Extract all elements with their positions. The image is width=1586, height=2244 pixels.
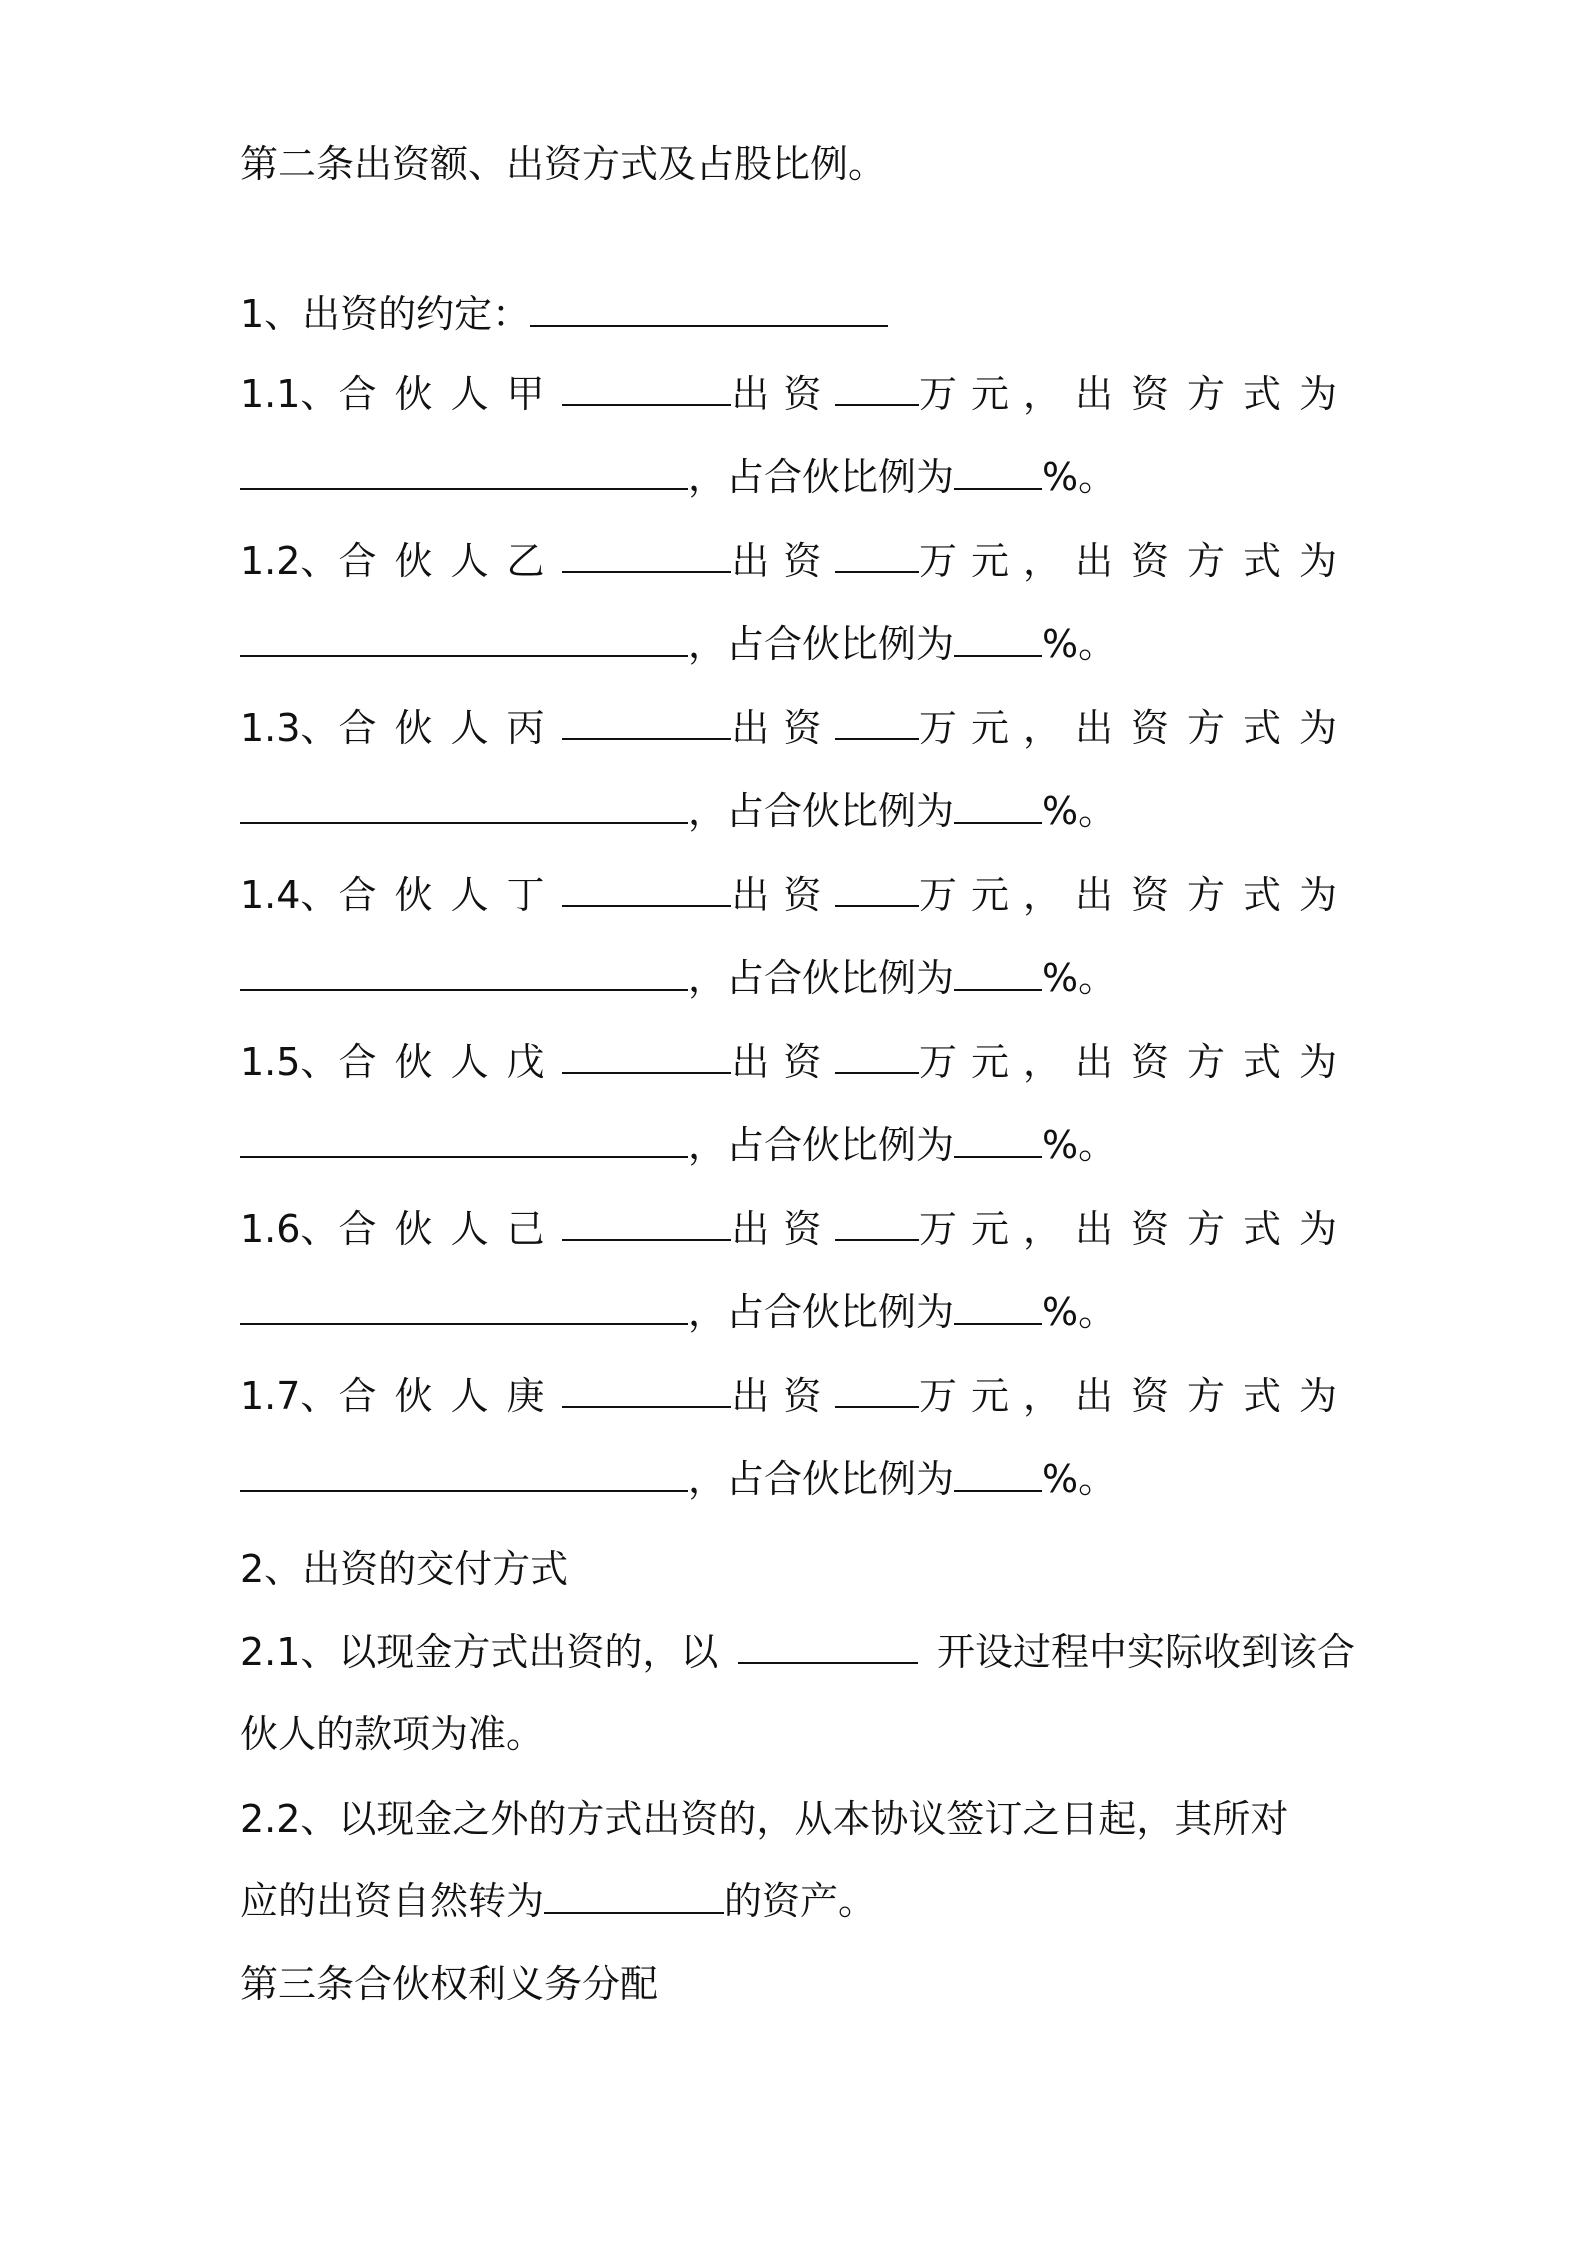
partner-line-1 bbox=[240, 1205, 1355, 1253]
partner-number: 1.7、 bbox=[240, 1374, 339, 1418]
percent-label: %。 bbox=[1042, 789, 1117, 833]
partner-name-blank[interactable] bbox=[562, 704, 731, 740]
partner-line-2 bbox=[240, 620, 1355, 668]
partner-name-blank[interactable] bbox=[562, 1372, 731, 1408]
method-label: 出资方式为 bbox=[1074, 873, 1355, 917]
ratio-label: ，占合伙比例为 bbox=[688, 956, 955, 1000]
partner-name-blank[interactable] bbox=[562, 1038, 731, 1074]
clause-2-2-line-1: 2.2、以现金之外的方式出资的，从本协议签订之日起，其所对 bbox=[240, 1797, 1289, 1841]
unit-label: 万元， bbox=[918, 1207, 1075, 1251]
method-blank[interactable] bbox=[240, 621, 688, 657]
method-blank[interactable] bbox=[240, 1122, 688, 1158]
partner-line-2 bbox=[240, 453, 1355, 501]
contribution-label: 出资 bbox=[731, 706, 836, 750]
partner-line-2 bbox=[240, 1288, 1355, 1336]
contribution-label: 出资 bbox=[731, 1040, 836, 1084]
partner-name-blank[interactable] bbox=[562, 1205, 731, 1241]
method-label: 出资方式为 bbox=[1074, 1207, 1355, 1251]
percent-label: %。 bbox=[1042, 1123, 1117, 1167]
partner-line-1 bbox=[240, 704, 1355, 752]
unit-label: 万元， bbox=[918, 1374, 1075, 1418]
method-label: 出资方式为 bbox=[1074, 539, 1355, 583]
unit-label: 万元， bbox=[918, 706, 1075, 750]
method-label: 出资方式为 bbox=[1074, 372, 1355, 416]
method-blank[interactable] bbox=[240, 788, 688, 824]
clause-2-1-part2: 开设过程中实际收到该合 bbox=[936, 1630, 1355, 1674]
partner-name: 合伙人己 bbox=[338, 1207, 563, 1251]
method-blank[interactable] bbox=[240, 454, 688, 490]
ratio-blank[interactable] bbox=[954, 621, 1042, 657]
section-1-title: 1、出资的约定： bbox=[240, 292, 531, 336]
clause-2-2-part2: 的资产。 bbox=[724, 1879, 877, 1923]
partner-number: 1.4、 bbox=[240, 873, 339, 917]
amount-blank[interactable] bbox=[835, 1205, 919, 1241]
amount-blank[interactable] bbox=[835, 1038, 919, 1074]
partner-name-blank[interactable] bbox=[562, 370, 731, 406]
method-label: 出资方式为 bbox=[1074, 1374, 1355, 1418]
partner-number: 1.5、 bbox=[240, 1040, 339, 1084]
unit-label: 万元， bbox=[918, 1040, 1075, 1084]
ratio-blank[interactable] bbox=[954, 1122, 1042, 1158]
unit-label: 万元， bbox=[918, 539, 1075, 583]
clause-2-2-blank[interactable] bbox=[544, 1878, 724, 1914]
ratio-label: ，占合伙比例为 bbox=[688, 455, 955, 499]
contribution-label: 出资 bbox=[731, 372, 836, 416]
section-1-heading bbox=[240, 290, 1355, 338]
clause-2-1-line-2: 伙人的款项为准。 bbox=[240, 1712, 545, 1756]
partner-line-2 bbox=[240, 1121, 1355, 1169]
clause-2-1-line-1 bbox=[240, 1628, 1355, 1676]
percent-label: %。 bbox=[1042, 455, 1117, 499]
partner-name-blank[interactable] bbox=[562, 871, 731, 907]
partner-name: 合伙人戊 bbox=[338, 1040, 563, 1084]
article-3-title: 第三条合伙权利义务分配 bbox=[240, 1962, 659, 2006]
ratio-label: ，占合伙比例为 bbox=[688, 1290, 955, 1334]
method-label: 出资方式为 bbox=[1074, 1040, 1355, 1084]
amount-blank[interactable] bbox=[835, 537, 919, 573]
unit-label: 万元， bbox=[918, 372, 1075, 416]
partner-line-1 bbox=[240, 537, 1355, 585]
method-blank[interactable] bbox=[240, 955, 688, 991]
agreement-blank[interactable] bbox=[530, 291, 888, 327]
article-2-title: 第二条出资额、出资方式及占股比例。 bbox=[240, 142, 887, 186]
partner-number: 1.1、 bbox=[240, 372, 339, 416]
amount-blank[interactable] bbox=[835, 370, 919, 406]
ratio-label: ，占合伙比例为 bbox=[688, 789, 955, 833]
clause-2-2-line-2 bbox=[240, 1877, 1355, 1925]
partner-line-1 bbox=[240, 1038, 1355, 1086]
contribution-label: 出资 bbox=[731, 1374, 836, 1418]
partner-name: 合伙人丁 bbox=[338, 873, 563, 917]
amount-blank[interactable] bbox=[835, 704, 919, 740]
method-blank[interactable] bbox=[240, 1289, 688, 1325]
partner-number: 1.3、 bbox=[240, 706, 339, 750]
section-2-title: 2、出资的交付方式 bbox=[240, 1547, 569, 1591]
partner-number: 1.2、 bbox=[240, 539, 339, 583]
ratio-blank[interactable] bbox=[954, 1456, 1042, 1492]
method-label: 出资方式为 bbox=[1074, 706, 1355, 750]
partner-line-1 bbox=[240, 370, 1355, 418]
clause-2-1-blank[interactable] bbox=[738, 1628, 918, 1664]
partner-line-2 bbox=[240, 1455, 1355, 1503]
clause-2-1-part1: 2.1、以现金方式出资的，以 bbox=[240, 1630, 719, 1674]
percent-label: %。 bbox=[1042, 1457, 1117, 1501]
ratio-blank[interactable] bbox=[954, 788, 1042, 824]
clause-2-2-part1: 应的出资自然转为 bbox=[240, 1879, 545, 1923]
partner-name: 合伙人甲 bbox=[338, 372, 563, 416]
method-blank[interactable] bbox=[240, 1456, 688, 1492]
contribution-label: 出资 bbox=[731, 1207, 836, 1251]
ratio-label: ，占合伙比例为 bbox=[688, 1123, 955, 1167]
partner-line-1 bbox=[240, 871, 1355, 919]
ratio-blank[interactable] bbox=[954, 955, 1042, 991]
contribution-label: 出资 bbox=[731, 873, 836, 917]
partner-line-1 bbox=[240, 1372, 1355, 1420]
partner-name: 合伙人乙 bbox=[338, 539, 563, 583]
percent-label: %。 bbox=[1042, 956, 1117, 1000]
unit-label: 万元， bbox=[918, 873, 1075, 917]
percent-label: %。 bbox=[1042, 1290, 1117, 1334]
amount-blank[interactable] bbox=[835, 1372, 919, 1408]
ratio-label: ，占合伙比例为 bbox=[688, 1457, 955, 1501]
partner-name: 合伙人庚 bbox=[338, 1374, 563, 1418]
partner-name: 合伙人丙 bbox=[338, 706, 563, 750]
contribution-label: 出资 bbox=[731, 539, 836, 583]
ratio-blank[interactable] bbox=[954, 1289, 1042, 1325]
partner-number: 1.6、 bbox=[240, 1207, 339, 1251]
ratio-label: ，占合伙比例为 bbox=[688, 622, 955, 666]
partner-name-blank[interactable] bbox=[562, 537, 731, 573]
partner-line-2 bbox=[240, 954, 1355, 1002]
percent-label: %。 bbox=[1042, 622, 1117, 666]
partner-line-2 bbox=[240, 787, 1355, 835]
amount-blank[interactable] bbox=[835, 871, 919, 907]
ratio-blank[interactable] bbox=[954, 454, 1042, 490]
